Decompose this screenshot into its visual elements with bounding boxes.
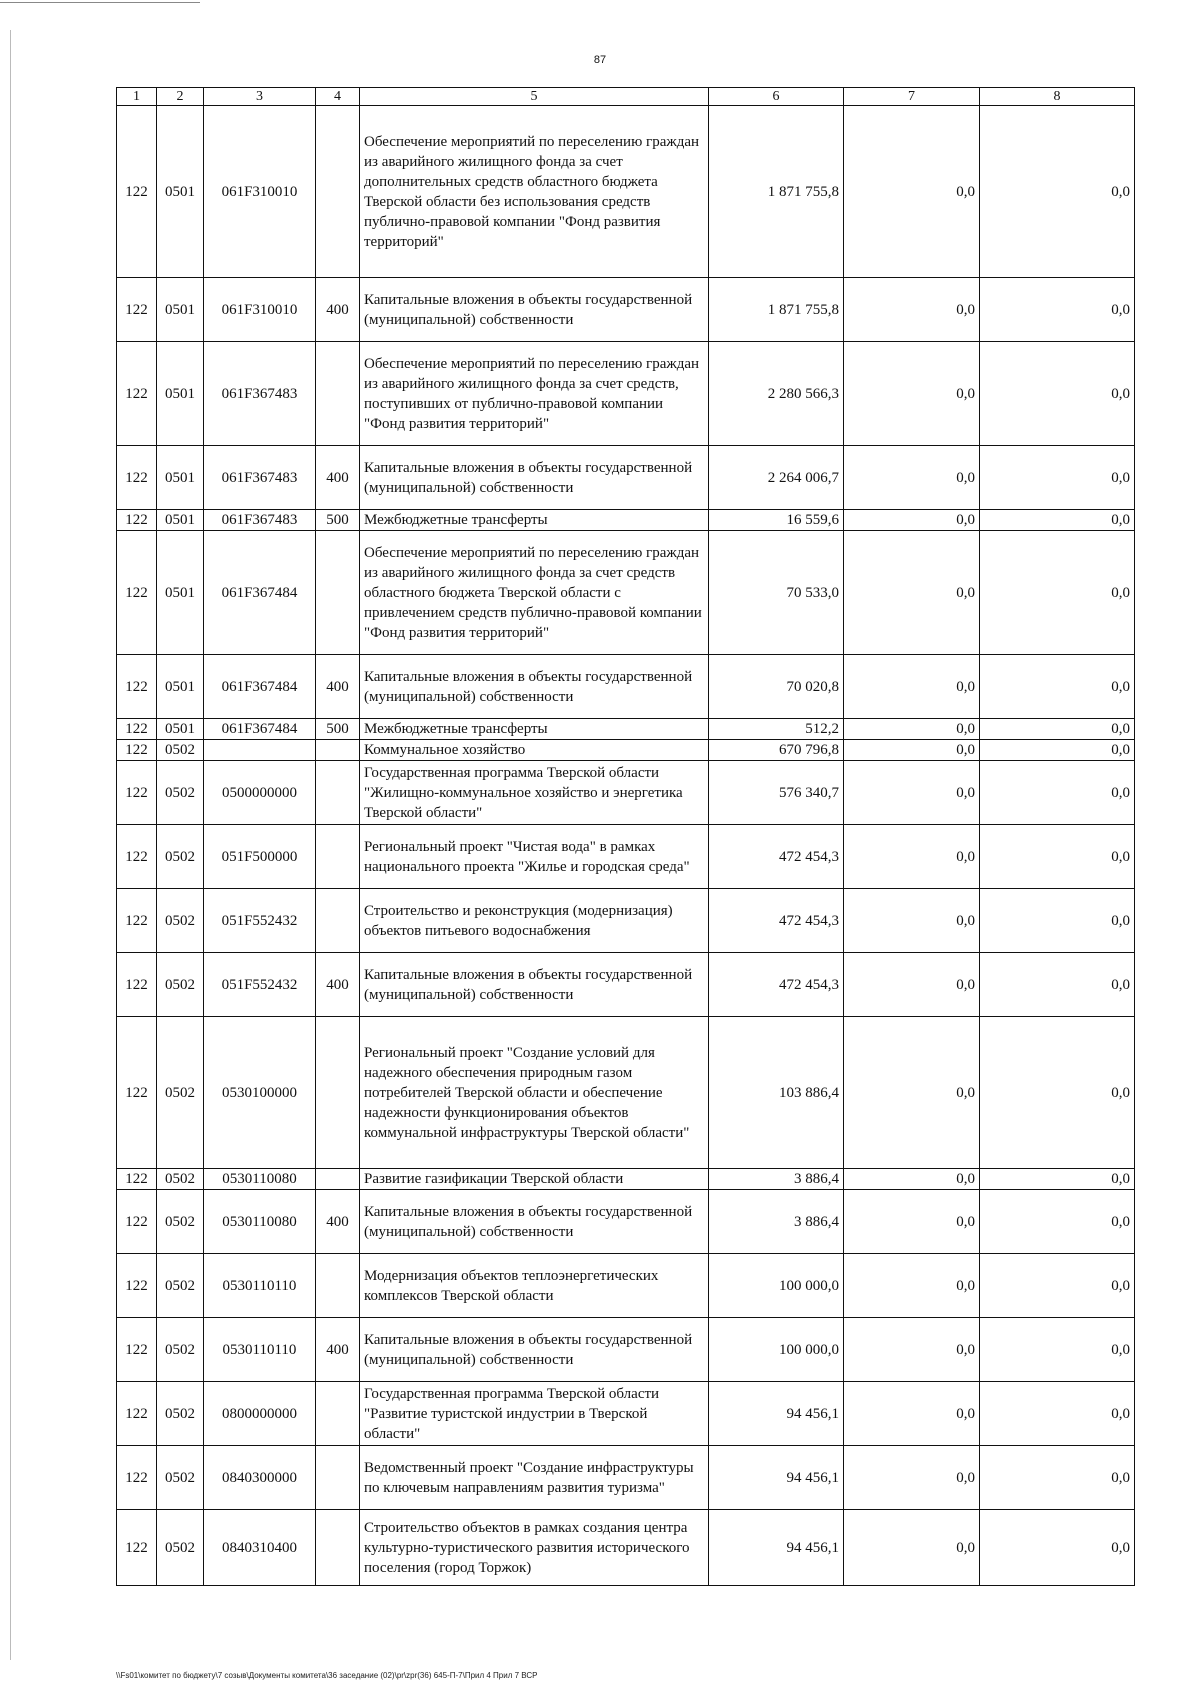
table-row <box>117 1446 1135 1510</box>
cell-amount-3: 0,0 <box>980 1017 1135 1169</box>
cell-amount-2: 0,0 <box>844 953 980 1017</box>
footer-file-path: \\Fs01\комитет по бюджету\7 созыв\Документы комитета\36 заседание (02)\pr\zpr(36) 645-П-7\Прил 4 Прил 7 ВСР <box>116 1671 538 1680</box>
cell-section-code: 0502 <box>157 953 204 1017</box>
table-row <box>117 740 1135 761</box>
cell-amount-1: 2 264 006,7 <box>709 446 844 510</box>
cell-ministry-code: 122 <box>117 1190 157 1254</box>
cell-section-code: 0501 <box>157 719 204 740</box>
cell-amount-3: 0,0 <box>980 106 1135 278</box>
column-header: 2 <box>157 88 204 106</box>
cell-description: Межбюджетные трансферты <box>360 719 709 740</box>
table-row <box>117 825 1135 889</box>
cell-section-code: 0501 <box>157 106 204 278</box>
cell-amount-2: 0,0 <box>844 342 980 446</box>
cell-amount-1: 1 871 755,8 <box>709 278 844 342</box>
cell-ministry-code: 122 <box>117 655 157 719</box>
cell-description: Государственная программа Тверской области "Развитие туристской индустрии в Тверской области" <box>360 1382 709 1446</box>
cell-section-code: 0502 <box>157 1446 204 1510</box>
table-row <box>117 278 1135 342</box>
cell-expense-type: 500 <box>316 510 360 531</box>
cell-expense-type <box>316 342 360 446</box>
cell-section-code: 0501 <box>157 446 204 510</box>
cell-amount-2: 0,0 <box>844 1254 980 1318</box>
cell-expense-type <box>316 889 360 953</box>
cell-amount-3: 0,0 <box>980 1382 1135 1446</box>
cell-target-article: 0800000000 <box>204 1382 316 1446</box>
cell-amount-2: 0,0 <box>844 1382 980 1446</box>
cell-section-code: 0502 <box>157 740 204 761</box>
table-row <box>117 889 1135 953</box>
cell-expense-type <box>316 1446 360 1510</box>
cell-amount-1: 472 454,3 <box>709 953 844 1017</box>
cell-ministry-code: 122 <box>117 446 157 510</box>
cell-target-article: 051F500000 <box>204 825 316 889</box>
header-row <box>117 88 1135 106</box>
cell-description: Строительство объектов в рамках создания центра культурно-туристического развития исторического поселения (город Торжок) <box>360 1510 709 1586</box>
cell-amount-2: 0,0 <box>844 446 980 510</box>
cell-expense-type <box>316 1169 360 1190</box>
cell-section-code: 0502 <box>157 825 204 889</box>
cell-amount-1: 472 454,3 <box>709 825 844 889</box>
table-row <box>117 1510 1135 1586</box>
cell-amount-1: 2 280 566,3 <box>709 342 844 446</box>
cell-ministry-code: 122 <box>117 953 157 1017</box>
cell-section-code: 0502 <box>157 1510 204 1586</box>
cell-expense-type: 400 <box>316 446 360 510</box>
cell-amount-3: 0,0 <box>980 342 1135 446</box>
cell-amount-1: 16 559,6 <box>709 510 844 531</box>
table-row <box>117 106 1135 278</box>
cell-amount-3: 0,0 <box>980 1510 1135 1586</box>
cell-expense-type: 400 <box>316 278 360 342</box>
table-row <box>117 1318 1135 1382</box>
cell-target-article: 061F367483 <box>204 446 316 510</box>
cell-amount-2: 0,0 <box>844 278 980 342</box>
cell-expense-type: 400 <box>316 1318 360 1382</box>
column-header: 1 <box>117 88 157 106</box>
cell-target-article: 061F367483 <box>204 342 316 446</box>
cell-amount-2: 0,0 <box>844 106 980 278</box>
cell-amount-3: 0,0 <box>980 825 1135 889</box>
cell-target-article: 061F367484 <box>204 655 316 719</box>
cell-description: Строительство и реконструкция (модернизация) объектов питьевого водоснабжения <box>360 889 709 953</box>
cell-amount-2: 0,0 <box>844 1190 980 1254</box>
cell-description: Модернизация объектов теплоэнергетических комплексов Тверской области <box>360 1254 709 1318</box>
budget-table <box>116 87 1135 1586</box>
cell-amount-3: 0,0 <box>980 740 1135 761</box>
cell-ministry-code: 122 <box>117 106 157 278</box>
cell-amount-3: 0,0 <box>980 953 1135 1017</box>
cell-target-article: 061F310010 <box>204 278 316 342</box>
column-header: 5 <box>360 88 709 106</box>
cell-section-code: 0502 <box>157 1190 204 1254</box>
cell-target-article: 0530110080 <box>204 1190 316 1254</box>
cell-target-article: 0530110080 <box>204 1169 316 1190</box>
cell-expense-type <box>316 106 360 278</box>
cell-section-code: 0501 <box>157 278 204 342</box>
cell-amount-3: 0,0 <box>980 761 1135 825</box>
table-row <box>117 531 1135 655</box>
cell-amount-2: 0,0 <box>844 1017 980 1169</box>
cell-description: Капитальные вложения в объекты государственной (муниципальной) собственности <box>360 1190 709 1254</box>
cell-section-code: 0502 <box>157 761 204 825</box>
table-row <box>117 342 1135 446</box>
cell-amount-2: 0,0 <box>844 719 980 740</box>
cell-description: Коммунальное хозяйство <box>360 740 709 761</box>
cell-amount-3: 0,0 <box>980 510 1135 531</box>
cell-amount-2: 0,0 <box>844 740 980 761</box>
cell-expense-type <box>316 1510 360 1586</box>
cell-expense-type <box>316 1017 360 1169</box>
cell-amount-2: 0,0 <box>844 1169 980 1190</box>
table-row <box>117 1017 1135 1169</box>
cell-ministry-code: 122 <box>117 510 157 531</box>
cell-expense-type <box>316 761 360 825</box>
table-row <box>117 761 1135 825</box>
cell-ministry-code: 122 <box>117 1382 157 1446</box>
cell-amount-3: 0,0 <box>980 1254 1135 1318</box>
cell-target-article: 061F310010 <box>204 106 316 278</box>
cell-amount-2: 0,0 <box>844 825 980 889</box>
cell-target-article: 0840310400 <box>204 1510 316 1586</box>
table-row <box>117 1382 1135 1446</box>
cell-ministry-code: 122 <box>117 1446 157 1510</box>
cell-section-code: 0501 <box>157 342 204 446</box>
cell-target-article <box>204 740 316 761</box>
cell-amount-1: 1 871 755,8 <box>709 106 844 278</box>
cell-description: Обеспечение мероприятий по переселению граждан из аварийного жилищного фонда за счет дополнительных средств областного бюджета Тверской области без использования средств публично-правовой компании "Фонд развития территорий" <box>360 106 709 278</box>
cell-amount-1: 70 020,8 <box>709 655 844 719</box>
cell-amount-3: 0,0 <box>980 1190 1135 1254</box>
cell-ministry-code: 122 <box>117 1318 157 1382</box>
cell-amount-1: 94 456,1 <box>709 1382 844 1446</box>
cell-amount-3: 0,0 <box>980 889 1135 953</box>
cell-amount-3: 0,0 <box>980 446 1135 510</box>
cell-target-article: 061F367483 <box>204 510 316 531</box>
cell-target-article: 0530110110 <box>204 1254 316 1318</box>
cell-amount-1: 94 456,1 <box>709 1446 844 1510</box>
cell-amount-2: 0,0 <box>844 1318 980 1382</box>
cell-description: Капитальные вложения в объекты государственной (муниципальной) собственности <box>360 655 709 719</box>
table-row <box>117 1169 1135 1190</box>
cell-amount-3: 0,0 <box>980 719 1135 740</box>
table-row <box>117 953 1135 1017</box>
cell-description: Капитальные вложения в объекты государственной (муниципальной) собственности <box>360 446 709 510</box>
cell-amount-1: 472 454,3 <box>709 889 844 953</box>
cell-amount-2: 0,0 <box>844 889 980 953</box>
table-row <box>117 1254 1135 1318</box>
cell-description: Капитальные вложения в объекты государственной (муниципальной) собственности <box>360 1318 709 1382</box>
cell-expense-type <box>316 531 360 655</box>
cell-description: Развитие газификации Тверской области <box>360 1169 709 1190</box>
cell-description: Ведомственный проект "Создание инфраструктуры по ключевым направлениям развития туризма" <box>360 1446 709 1510</box>
cell-ministry-code: 122 <box>117 825 157 889</box>
cell-amount-3: 0,0 <box>980 1318 1135 1382</box>
cell-amount-2: 0,0 <box>844 655 980 719</box>
cell-expense-type <box>316 825 360 889</box>
cell-section-code: 0502 <box>157 1254 204 1318</box>
cell-expense-type <box>316 740 360 761</box>
cell-section-code: 0501 <box>157 531 204 655</box>
cell-ministry-code: 122 <box>117 531 157 655</box>
cell-target-article: 051F552432 <box>204 889 316 953</box>
cell-ministry-code: 122 <box>117 761 157 825</box>
column-header: 3 <box>204 88 316 106</box>
cell-description: Государственная программа Тверской области "Жилищно-коммунальное хозяйство и энергетика Тверской области" <box>360 761 709 825</box>
cell-amount-3: 0,0 <box>980 655 1135 719</box>
cell-expense-type <box>316 1254 360 1318</box>
cell-amount-1: 100 000,0 <box>709 1254 844 1318</box>
cell-amount-1: 103 886,4 <box>709 1017 844 1169</box>
cell-target-article: 061F367484 <box>204 531 316 655</box>
table-row <box>117 446 1135 510</box>
cell-amount-1: 3 886,4 <box>709 1169 844 1190</box>
cell-amount-1: 512,2 <box>709 719 844 740</box>
cell-amount-2: 0,0 <box>844 510 980 531</box>
cell-ministry-code: 122 <box>117 342 157 446</box>
cell-section-code: 0502 <box>157 889 204 953</box>
cell-expense-type: 400 <box>316 953 360 1017</box>
table-row <box>117 510 1135 531</box>
cell-section-code: 0502 <box>157 1318 204 1382</box>
cell-target-article: 0500000000 <box>204 761 316 825</box>
left-margin-rule <box>10 30 11 1660</box>
cell-amount-3: 0,0 <box>980 278 1135 342</box>
cell-amount-3: 0,0 <box>980 1169 1135 1190</box>
cell-target-article: 0840300000 <box>204 1446 316 1510</box>
cell-amount-1: 670 796,8 <box>709 740 844 761</box>
cell-amount-1: 3 886,4 <box>709 1190 844 1254</box>
cell-target-article: 051F552432 <box>204 953 316 1017</box>
cell-ministry-code: 122 <box>117 740 157 761</box>
column-header: 6 <box>709 88 844 106</box>
cell-target-article: 0530110110 <box>204 1318 316 1382</box>
cell-section-code: 0502 <box>157 1017 204 1169</box>
cell-ministry-code: 122 <box>117 278 157 342</box>
column-header: 4 <box>316 88 360 106</box>
cell-description: Региональный проект "Чистая вода" в рамках национального проекта "Жилье и городская среда" <box>360 825 709 889</box>
table-row <box>117 655 1135 719</box>
cell-amount-1: 100 000,0 <box>709 1318 844 1382</box>
cell-expense-type: 500 <box>316 719 360 740</box>
cell-amount-2: 0,0 <box>844 531 980 655</box>
cell-ministry-code: 122 <box>117 719 157 740</box>
cell-description: Региональный проект "Создание условий для надежного обеспечения природным газом потребителей Тверской области и обеспечение надежности функционирования объектов коммунальной инфраструктуры Тверской области" <box>360 1017 709 1169</box>
cell-amount-2: 0,0 <box>844 761 980 825</box>
cell-ministry-code: 122 <box>117 889 157 953</box>
cell-amount-1: 70 533,0 <box>709 531 844 655</box>
cell-section-code: 0502 <box>157 1169 204 1190</box>
cell-amount-1: 576 340,7 <box>709 761 844 825</box>
cell-expense-type: 400 <box>316 1190 360 1254</box>
table-row <box>117 719 1135 740</box>
cell-description: Капитальные вложения в объекты государственной (муниципальной) собственности <box>360 278 709 342</box>
cell-description: Обеспечение мероприятий по переселению граждан из аварийного жилищного фонда за счет средств, поступивших от публично-правовой компании "Фонд развития территорий" <box>360 342 709 446</box>
cell-amount-3: 0,0 <box>980 1446 1135 1510</box>
table-row <box>117 1190 1135 1254</box>
page-number: 87 <box>593 54 607 66</box>
table-body <box>117 106 1135 1586</box>
cell-ministry-code: 122 <box>117 1017 157 1169</box>
cell-amount-2: 0,0 <box>844 1510 980 1586</box>
cell-expense-type <box>316 1382 360 1446</box>
column-header: 7 <box>844 88 980 106</box>
cell-section-code: 0501 <box>157 655 204 719</box>
cell-description: Обеспечение мероприятий по переселению граждан из аварийного жилищного фонда за счет средств областного бюджета Тверской области с привлечением средств публично-правовой компании "Фонд развития территорий" <box>360 531 709 655</box>
cell-amount-2: 0,0 <box>844 1446 980 1510</box>
cell-expense-type: 400 <box>316 655 360 719</box>
column-header: 8 <box>980 88 1135 106</box>
cell-ministry-code: 122 <box>117 1254 157 1318</box>
cell-description: Капитальные вложения в объекты государственной (муниципальной) собственности <box>360 953 709 1017</box>
cell-target-article: 0530100000 <box>204 1017 316 1169</box>
cell-description: Межбюджетные трансферты <box>360 510 709 531</box>
cell-amount-1: 94 456,1 <box>709 1510 844 1586</box>
cell-ministry-code: 122 <box>117 1510 157 1586</box>
cell-target-article: 061F367484 <box>204 719 316 740</box>
cell-section-code: 0501 <box>157 510 204 531</box>
cell-amount-3: 0,0 <box>980 531 1135 655</box>
top-rule <box>0 2 200 3</box>
cell-ministry-code: 122 <box>117 1169 157 1190</box>
cell-section-code: 0502 <box>157 1382 204 1446</box>
